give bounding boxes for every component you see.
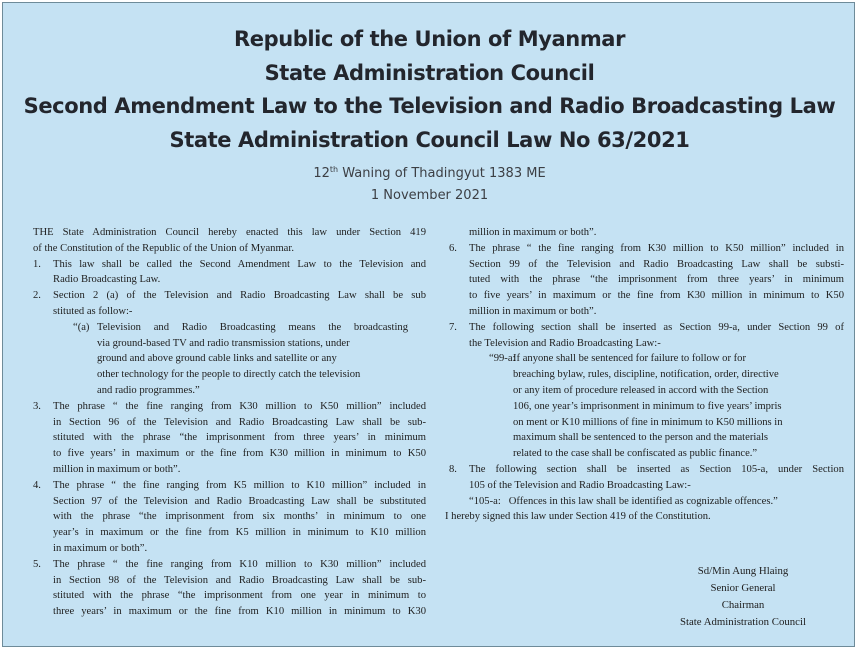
section-3 [33,399,426,478]
section-8 [449,462,844,494]
section-2a-quote [33,320,408,399]
section-number: 7. [449,321,457,333]
signature-block [643,563,843,631]
section-text: Section 2 (a) of the Television and Radio Broadcasting Law shall be sub [53,290,426,302]
section-text: The following section shall be inserted as Section 105-a, under Section [469,463,844,475]
quote-text: breaching bylaw, rules, discipline, notification, order, directive [513,369,779,381]
document-page [2,2,855,647]
section-text: to five years’ in maximum or the fine from K30 million in minimum to K50 [469,290,844,302]
title-law-number: State Administration Council Law No 63/2021 [169,128,690,152]
quote-text: Television and Radio Broadcasting means the broadcasting [97,321,408,333]
section-text: Radio Broadcasting Law. [53,274,161,286]
section-text: with the phrase “the imprisonment from six months’ in minimum to one [53,511,426,523]
signatory-role: Chairman [721,599,765,611]
title-law-name: Second Amendment Law to the Television and Radio Broadcasting Law [23,94,836,118]
section-text: the Television and Radio Broadcasting Law:- [469,337,661,349]
section-text: stituted with the phrase “the imprisonment from three years’ in minimum [53,432,426,444]
section-text: in maximum or both”. [53,542,148,554]
title-country: Republic of the Union of Myanmar [233,27,626,51]
section-text: million in maximum or both”. [469,227,597,238]
section-1 [33,257,426,289]
closing-statement: I hereby signed this law under Section 419 of the Constitution. [445,511,711,523]
section-text: The phrase “ the fine ranging from K5 million to K10 million” included in [53,479,426,491]
quote-label: “(a) [73,321,90,333]
section-7 [449,320,844,352]
section-text: million in maximum or both”. [469,305,597,317]
intro-line: of the Constitution of the Republic of the Union of Myanmar. [33,242,294,254]
intro-line: THE State Administration Council hereby enacted this law under Section 419 [33,227,426,238]
section-text: This law shall be called the Second Amendment Law to the Television and [53,258,426,270]
section-4 [33,478,426,557]
section-2 [33,288,426,320]
quote-text: on ment or K10 millions of fine in minimum to K50 millions in [513,416,783,428]
section-text: three years’ in maximum or the fine from K10 million in minimum to K30 [53,606,426,618]
section-number: 4. [33,479,41,491]
section-text: year’s in maximum or the fine from K5 million in minimum to K10 million [53,527,426,539]
section-text: The phrase “ the fine ranging from K10 million to K30 million” included [53,558,426,570]
title-council: State Administration Council [264,61,595,85]
quote-text: related to the case shall be confiscated as public finance.” [513,448,758,460]
section-number: 6. [449,242,457,254]
signatory-body: State Administration Council [680,616,806,628]
section-text: The phrase “ the fine ranging from K30 million to K50 million” included [53,400,426,412]
date-gregorian: 1 November 2021 [370,188,489,203]
section-5 [33,557,426,620]
section-text: Section 97 of the Television and Radio Broadcasting Law shall be substituted [53,495,426,507]
quote-text: If anyone shall be sentenced for failure to follow or for [513,353,746,365]
section-99a-quote [449,351,824,462]
section-105a-quote [449,494,844,510]
section-text: 105 of the Television and Radio Broadcasting Law:- [469,479,691,491]
quote-label: “99-a: [489,353,516,365]
quote-text: 106, one year’s imprisonment in minimum to five years’ impris [513,400,782,412]
quote-text: other technology for the people to directly catch the television [97,369,361,381]
quote-text: maximum shall be sentenced to the person and the materials [513,432,769,444]
quote-text: via ground-based TV and radio transmission stations, under [97,337,350,349]
signatory-rank: Senior General [710,582,776,594]
quote-label: “105-a: [469,495,501,507]
section-text: to five years’ in maximum or the fine from K30 million in minimum to K50 [53,448,426,460]
section-text: in Section 98 of the Television and Radio Broadcasting Law shall be sub- [53,574,426,586]
section-number: 8. [449,463,457,475]
right-column [445,225,844,525]
signatory-name: Sd/Min Aung Hlaing [697,565,789,577]
quote-text: ground and above ground cable links and satellite or any [97,353,337,365]
section-6 [449,241,844,320]
section-5-continued [449,225,844,241]
date-myanmar: 12th Waning of Thadingyut 1383 ME [313,165,546,181]
section-text: in Section 96 of the Television and Radio Broadcasting Law shall be sub- [53,416,426,428]
quote-text: or any item of procedure released in accord with the Section [513,384,769,396]
section-number: 1. [33,258,41,270]
section-text: The phrase “ the fine ranging from K30 million to K50 million” included in [469,242,844,254]
section-number: 2. [33,290,41,302]
section-text: The following section shall be inserted as Section 99-a, under Section 99 of [469,321,844,333]
section-text: stituted as follow:- [53,305,133,317]
section-text: million in maximum or both”. [53,463,181,475]
section-number: 5. [33,558,41,570]
section-text: Section 99 of the Television and Radio Broadcasting Law shall be substi- [469,258,844,270]
left-column [33,225,426,620]
section-text: stituted with the phrase “the imprisonment from one year in minimum to [53,590,426,602]
section-number: 3. [33,400,41,412]
quote-text: Offences in this law shall be identified as cognizable offences.” [508,495,778,507]
section-text: tuted with the phrase “the imprisonment from three years’ in minimum [469,274,844,286]
quote-text: and radio programmes.” [97,384,200,396]
